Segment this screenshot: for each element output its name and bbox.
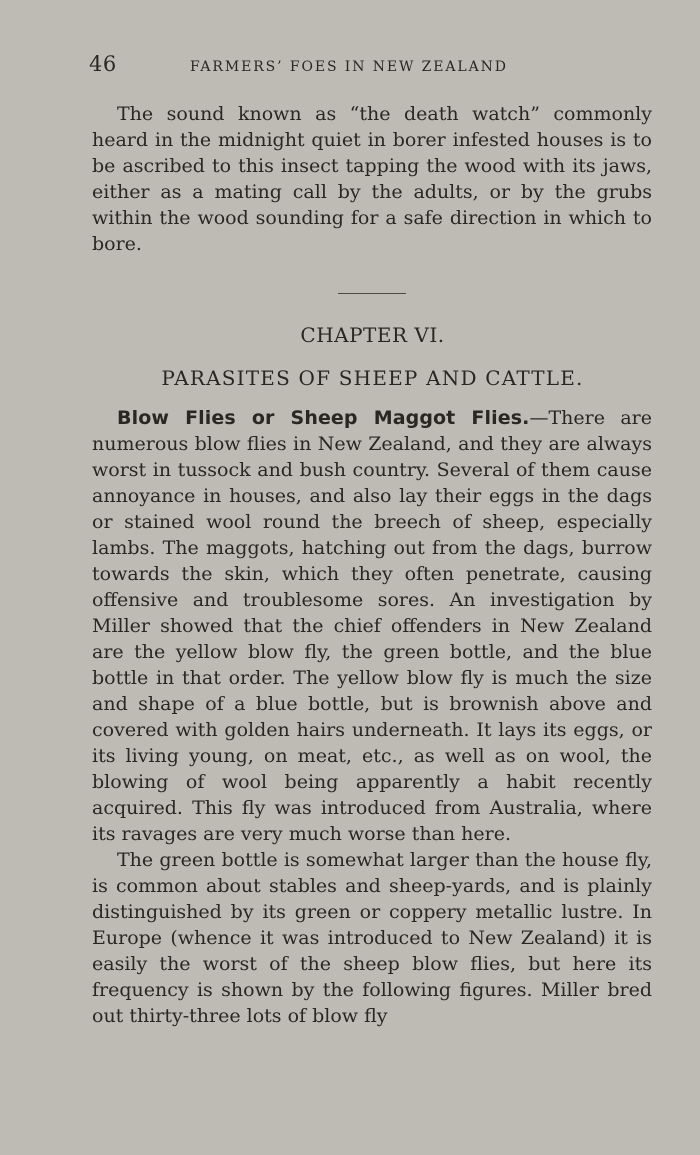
blow-flies-paragraph <box>92 405 652 847</box>
opening-paragraph: The sound known as “the death watch” commonly heard in the midnight quiet in borer infested houses is to be ascribed to this insect tapping the wood with its jaws, either as a mating call by the adults, or by the grubs within the wood sounding for a safe direction in which to bore. <box>92 103 652 255</box>
opening-paragraph-block <box>92 101 652 257</box>
chapter-title: PARASITES OF SHEEP AND CATTLE. <box>161 366 584 390</box>
run-in-heading: Blow Flies or Sheep Maggot Flies. <box>117 407 530 429</box>
green-bottle-paragraph: The green bottle is somewhat larger than the house fly, is common about stables and sheep-yards, and is plainly distinguished by its green or coppery metallic lustre. In Europe (whence it was introduced to New Zealand) it is easily the worst of the sheep blow flies, but here its frequency is shown by the following figures. Miller bred out thirty-three lots of blow fly <box>92 849 652 1027</box>
running-head <box>0 52 700 82</box>
heading-dash: — <box>529 407 549 429</box>
chapter-heading: CHAPTER VI. <box>300 323 445 347</box>
main-text-block <box>92 405 652 1029</box>
paragraph-1-text: There are numerous blow flies in New Zealand, and they are always worst in tussock and bush country. Several of them cause annoyance in houses, and also lay their eggs in the dags or stained wool round the breech of sheep, especially lambs. The maggots, hatching out from the dags, burrow towards the skin, which they often penetrate, causing offensive and troublesome sores. An investigation by Miller showed that the chief offenders in New Zealand are the yellow blow fly, the green bottle, and the blue bottle in that order. The yellow blow fly is much the size and shape of a blue bottle, but is brownish above and covered with golden hairs underneath. It lays its eggs, or its living young, on meat, etc., as well as on wool, the blowing of wool being apparently a habit recently acquired. This fly was introduced from Australia, where its ravages are very much worse than here. <box>92 407 652 845</box>
running-title: FARMERS’ FOES IN NEW ZEALAND <box>190 59 508 75</box>
section-divider <box>338 293 406 295</box>
page-number: 46 <box>89 52 117 76</box>
